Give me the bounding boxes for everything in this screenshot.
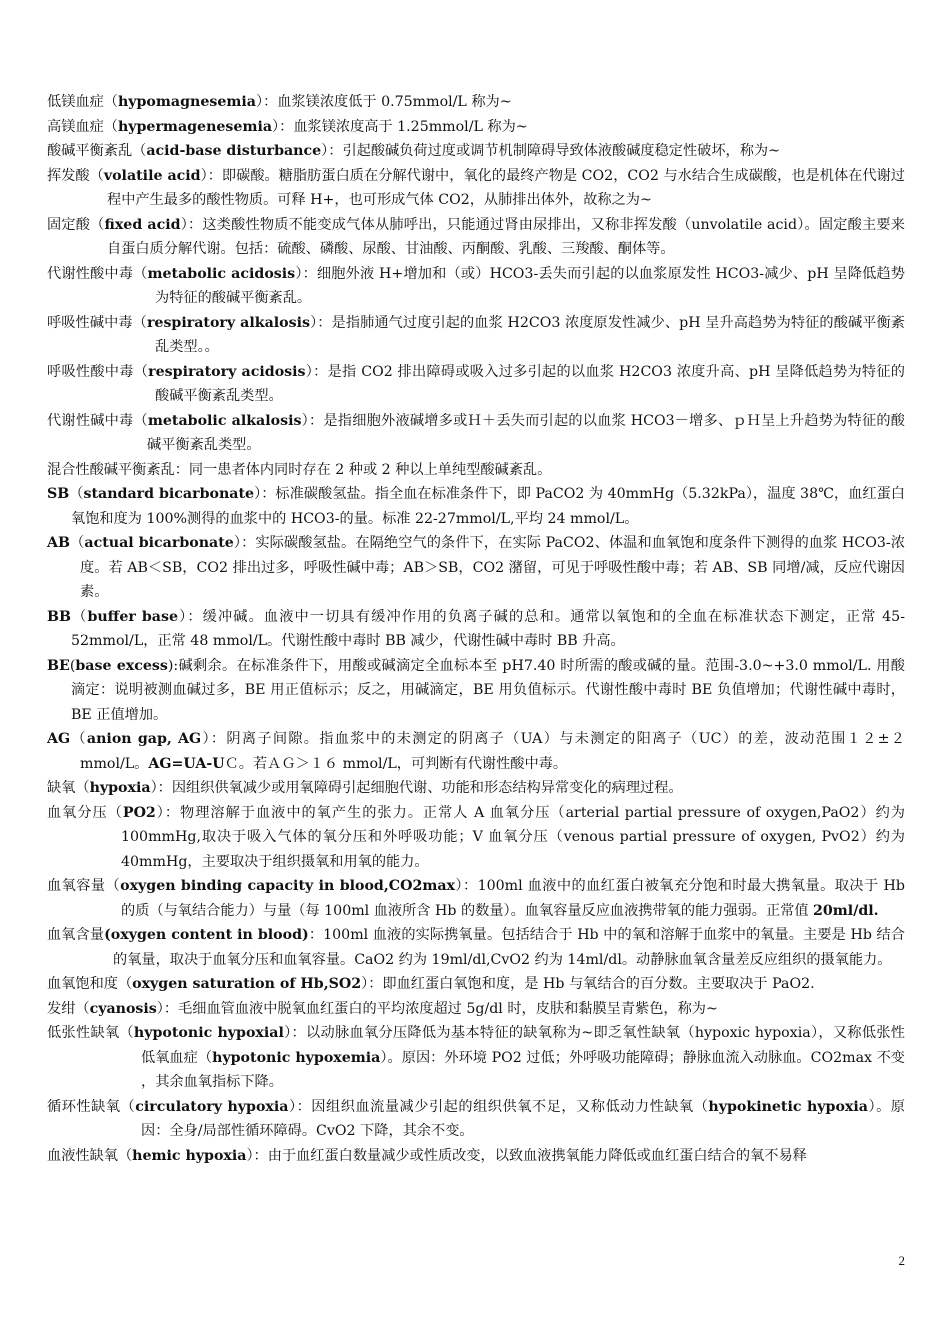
entry-metabolic-acidosis: 代谢性酸中毒（metabolic acidosis）：细胞外液 H+增加和（或）HCO3-丢失而引起的以血浆原发性 HCO3-减少、pH 呈降低趋势为特征的酸碱平衡紊乱。 [47,265,905,306]
entry-metabolic-alkalosis: 代谢性碱中毒（metabolic alkalosis）：是指细胞外液碱增多或Ｈ＋丢失而引起的以血浆 HCO3－增多、ｐＨ呈上升趋势为特征的酸碱平衡紊乱类型。 [47,412,905,453]
entry-hypomagnesemia: 低镁血症（hypomagnesemia）：血浆镁浓度低于 0.75mmol/L 称为~ [47,94,512,110]
entry-respiratory-acidosis: 呼吸性酸中毒（respiratory acidosis）：是指 CO2 排出障碍或吸入过多引起的以血浆 H2CO3 浓度升高、pH 呈降低趋势为特征的酸碱平衡紊乱类型。 [47,363,905,404]
entry-fixed-acid: 固定酸（fixed acid）：这类酸性物质不能变成气体从肺呼出，只能通过肾由尿排出，又称非挥发酸（unvolatile acid）。固定酸主要来自蛋白质分解代谢。包括：硫酸、磷酸、尿酸、甘油酸、丙酮酸、乳酸、三羧酸、酮体等。 [47,216,905,257]
entry-oxygen-saturation: 血氧饱和度（oxygen saturation of Hb,SO2）：即血红蛋白氧饱和度，是 Hb 与氧结合的百分数。主要取决于 PaO2. [47,976,815,992]
document-page [47,90,905,1168]
entry-mixed-disturbance: 混合性酸碱平衡紊乱：同一患者体内同时存在 2 种或 2 种以上单纯型酸碱紊乱。 [47,461,552,478]
entry-ab: AB（actual bicarbonate）：实际碳酸氢盐。在隔绝空气的条件下，在实际 PaCO2、体温和血氧饱和度条件下测得的血浆 HCO3-浓度。若 AB＜SB，CO2 排出过多，呼吸性碱中毒；AB＞SB，CO2 潴留，可见于呼吸性酸中毒；若 AB、SB 同增/减，反应代谢因素。 [47,535,905,600]
entry-acid-base-disturbance: 酸碱平衡紊乱（acid-base disturbance）：引起酸碱负荷过度或调节机制障碍导致体液酸碱度稳定性破坏，称为~ [47,143,780,159]
entry-hemic-hypoxia: 血液性缺氧（hemic hypoxia）：由于血红蛋白数量减少或性质改变，以致血液携氧能力降低或血红蛋白结合的氧不易释 [47,1147,807,1164]
entry-cyanosis: 发绀（cyanosis）：毛细血管血液中脱氧血红蛋白的平均浓度超过 5g/dl 时，皮肤和黏膜呈青紫色，称为~ [47,1000,718,1017]
entry-circulatory-hypoxia: 循环性缺氧（circulatory hypoxia）：因组织血流量减少引起的组织供氧不足，又称低动力性缺氧（hypokinetic hypoxia）。原因：全身/局部性循环障碍。CvO2 下降，其余不变。 [47,1098,905,1139]
entry-oxygen-content: 血氧含量(oxygen content in blood)：100ml 血液的实际携氧量。包括结合于 Hb 中的氧和溶解于血浆中的氧量。主要是 Hb 结合的氧量，取决于血氧分压和血氧容量。CaO2 约为 19ml/dl,CvO2 约为 14ml/dl。动静脉血氧含量差反应组织的摄氧能力。 [47,927,905,968]
entry-oxygen-capacity: 血氧容量（oxygen binding capacity in blood,CO2max）：100ml 血液中的血红蛋白被氧充分饱和时最大携氧量。取决于 Hb 的质（与氧结合能力）与量（每 100ml 血液所含 Hb 的数量）。血氧容量反应血液携带氧的能力强弱。正常值 20ml/dl. [47,878,905,919]
entry-respiratory-alkalosis: 呼吸性碱中毒（respiratory alkalosis）：是指肺通气过度引起的血浆 H2CO3 浓度原发性减少、pH 呈升高趋势为特征的酸碱平衡紊乱类型。。 [47,314,905,355]
entry-be: BE(base excess):碱剩余。在标准条件下，用酸或碱滴定全血标本至 pH7.40 时所需的酸或碱的量。范围-3.0~+3.0 mmol/L. 用酸滴定：说明被测血碱过多，BE 用正值标示；反之，用碱滴定，BE 用负值标示。代谢性酸中毒时 BE 负值增加；代谢性碱中毒时，BE 正值增加。 [47,657,905,723]
entry-hypermagnesemia: 高镁血症（hypermagenesemia）：血浆镁浓度高于 1.25mmol/L 称为~ [47,118,528,135]
entry-sb: SB（standard bicarbonate）：标准碳酸氢盐。指全血在标准条件下，即 PaCO2 为 40mmHg（5.32kPa），温度 38℃，血红蛋白氧饱和度为 100%测得的血浆中的 HCO3-的量。标准 22-27mmol/L,平均 24 mmol/L。 [47,486,905,527]
entry-ag: AG（anion gap, AG）：阴离子间隙。指血浆中的未测定的阴离子（UA）与未测定的阳离子（UC）的差，波动范围１２±２mmol/L。AG=UA-UＣ。若ＡＧ＞１６ mmol/L，可判断有代谢性酸中毒。 [47,731,905,772]
entry-hypoxia: 缺氧（hypoxia）：因组织供氧减少或用氧障碍引起细胞代谢、功能和形态结构异常变化的病理过程。 [47,780,683,796]
entry-po2: 血氧分压（PO2）：物理溶解于血液中的氧产生的张力。正常人 A 血氧分压（arterial partial pressure of oxygen,PaO2）约为 100mmHg,取决于吸入气体的氧分压和外呼吸功能；V 血氧分压（venous partial pressure of oxygen, PvO2）约为 40mmHg，主要取决于组织摄氧和用氧的能力。 [47,804,905,870]
entry-volatile-acid: 挥发酸（volatile acid）：即碳酸。糖脂肪蛋白质在分解代谢中，氧化的最终产物是 CO2，CO2 与水结合生成碳酸，也是机体在代谢过程中产生最多的酸性物质。可释 H+，也可形成气体 CO2，从肺排出体外，故称之为~ [47,167,905,208]
entry-hypotonic-hypoxia: 低张性缺氧（hypotonic hypoxial）：以动脉血氧分压降低为基本特征的缺氧称为~即乏氧性缺氧（hypoxic hypoxia），又称低张性低氧血症（hypotonic hypoxemia）。原因：外环境 PO2 过低；外呼吸功能障碍；静脉血流入动脉血。CO2max 不变 ，其余血氧指标下降。 [47,1025,905,1090]
entry-bb: BB（buffer base）：缓冲碱。血液中一切具有缓冲作用的负离子碱的总和。通常以氧饱和的全血在标准状态下测定，正常 45-52mmol/L，正常 48 mmol/L。代谢性酸中毒时 BB 减少，代谢性碱中毒时 BB 升高。 [47,608,905,649]
page-number: 2 [898,1253,905,1268]
